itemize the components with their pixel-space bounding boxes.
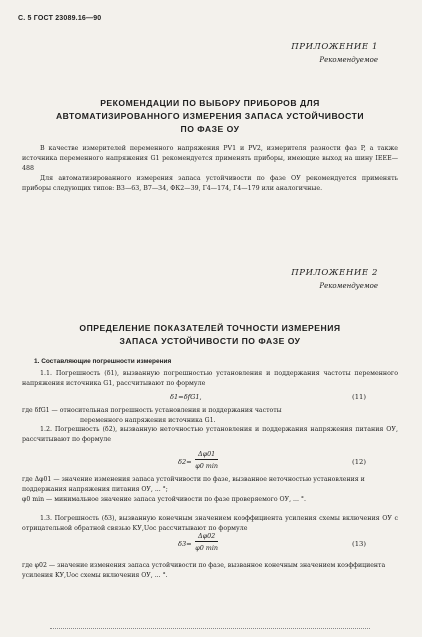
subsection-heading: 1. Составляющие погрешности измерения bbox=[34, 358, 172, 365]
page-header: С. 5 ГОСТ 23089.16—90 bbox=[18, 15, 102, 22]
section-2-title bbox=[20, 322, 400, 348]
equation-number-11: (11) bbox=[352, 393, 366, 401]
equation-number-12: (12) bbox=[352, 458, 366, 466]
formula-13-numerator: Δφ02 bbox=[195, 532, 218, 542]
formula-12-fraction bbox=[195, 450, 218, 470]
section-1-title-line: РЕКОМЕНДАЦИИ ПО ВЫБОРУ ПРИБОРОВ ДЛЯ bbox=[100, 98, 320, 108]
formula-13-lhs: δ3= bbox=[178, 540, 192, 548]
formula-13-fraction bbox=[195, 532, 218, 552]
legend-11-line: переменного напряжения источника G1. bbox=[80, 417, 216, 424]
appendix-2-status: Рекомендуемое bbox=[319, 282, 378, 290]
formula-13-denominator: φ0 min bbox=[195, 544, 219, 552]
section-1-title bbox=[20, 97, 400, 136]
section-1-title-line: АВТОМАТИЗИРОВАННОГО ИЗМЕРЕНИЯ ЗАПАСА УСТОЙЧИВОСТИ bbox=[55, 111, 365, 121]
formula-12-denominator: φ0 min bbox=[195, 462, 219, 470]
section-1-title-line: ПО ФАЗЕ ОУ bbox=[180, 124, 240, 134]
section-2-title-line: ЗАПАСА УСТОЙЧИВОСТИ ПО ФАЗЕ ОУ bbox=[119, 336, 301, 346]
appendix-1-status: Рекомендуемое bbox=[319, 56, 378, 64]
section-1-paragraph: В качестве измерителей переменного напряжения PV1 и PV2, измерителя разности фаз P, а также источника переменного напряжения G1 рекомендуется применять приборы, имеющие выход на шину IEEE—488 bbox=[22, 145, 398, 172]
formula-11: δ1=δfG1, bbox=[170, 393, 202, 401]
page-bottom-rule bbox=[50, 628, 370, 629]
clause-1-2: 1.2. Погрешность (δ2), вызванную неточностью установления и поддержания напряжения питания ОУ, рассчитывают по формуле bbox=[22, 426, 398, 443]
section-1-paragraph: Для автоматизированного измерения запаса устойчивости по фазе ОУ рекомендуется применять приборы следующих типов: В3—63, В7—34, ФК2—39, Г4—174, Г4—179 или аналогичные. bbox=[22, 175, 398, 192]
appendix-1-label: ПРИЛОЖЕНИЕ 1 bbox=[291, 42, 378, 52]
clause-1-3: 1.3. Погрешность (δ3), вызванную конечным значением коэффициента усиления схемы включения ОУ с отрицательной обратной связью KУ,Uос рассчитывают по формуле bbox=[22, 515, 398, 532]
section-2-title-line: ОПРЕДЕЛЕНИЕ ПОКАЗАТЕЛЕЙ ТОЧНОСТИ ИЗМЕРЕНИЯ bbox=[79, 323, 341, 333]
legend-13: где φ02 — значение изменения запаса устойчивости по фазе, вызванное конечным значением коэффициента усиления KУ,Uос схемы включения ОУ, ... °. bbox=[22, 562, 386, 579]
legend-12-line: φ0 min — минимальное значение запаса устойчивости по фазе проверяемого ОУ, ... °. bbox=[22, 496, 306, 503]
formula-12-lhs: δ2= bbox=[178, 458, 192, 466]
appendix-2-label: ПРИЛОЖЕНИЕ 2 bbox=[291, 268, 378, 278]
clause-1-1: 1.1. Погрешность (δ1), вызванную погрешностью установления и поддержания частоты переменного напряжения источника G1, рассчитывают по формуле bbox=[22, 370, 398, 387]
legend-12-line: где Δφ01 — значение изменения запаса устойчивости по фазе, вызванное неточностью установления и поддержания напряжения питания ОУ, ... °; bbox=[22, 476, 365, 493]
formula-12-numerator: Δφ01 bbox=[195, 450, 218, 460]
equation-number-13: (13) bbox=[352, 540, 366, 548]
legend-11-line: где δfG1 — относительная погрешность установления и поддержания частоты bbox=[22, 407, 282, 414]
